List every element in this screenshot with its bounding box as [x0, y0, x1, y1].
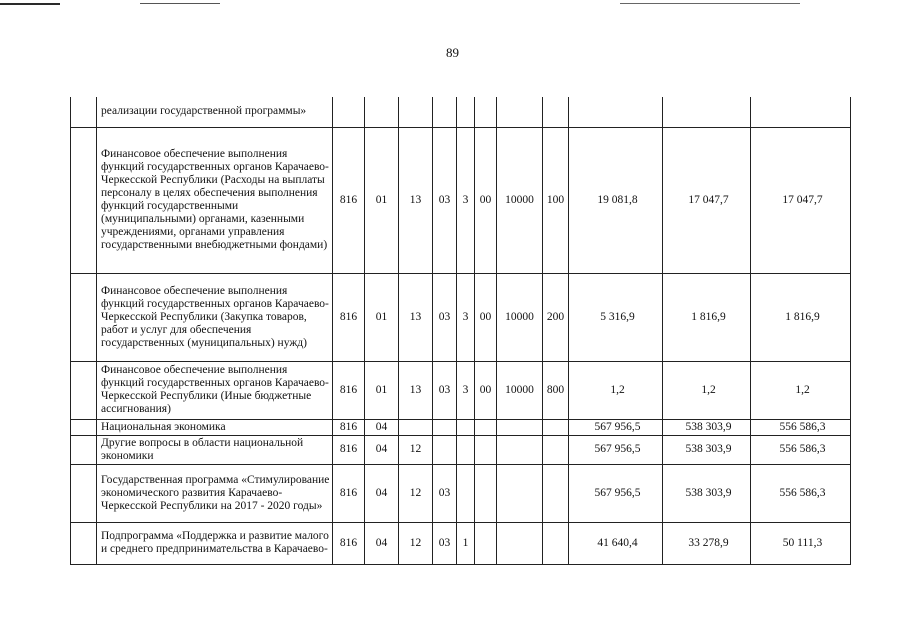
row-number-cell [71, 361, 97, 419]
code-gr-cell: 816 [333, 419, 365, 435]
code-rz-cell: 01 [365, 127, 399, 273]
code-c1-cell: 03 [433, 127, 457, 273]
row-number-cell [71, 522, 97, 564]
table-row [71, 522, 851, 564]
code-c4-cell [497, 419, 543, 435]
sum-year3-cell: 556 586,3 [751, 435, 851, 464]
sum-year2-cell: 1 816,9 [663, 273, 751, 361]
sum-year2-cell: 538 303,9 [663, 435, 751, 464]
scan-top-edge [0, 0, 905, 8]
sum-year2-cell [663, 97, 751, 127]
code-c2-cell [457, 435, 475, 464]
code-c2-cell: 3 [457, 127, 475, 273]
sum-year3-cell: 556 586,3 [751, 464, 851, 522]
code-pr-cell: 13 [399, 361, 433, 419]
code-rz-cell [365, 97, 399, 127]
sum-year2-cell: 538 303,9 [663, 464, 751, 522]
scan-mark [0, 3, 60, 5]
code-pr-cell: 13 [399, 273, 433, 361]
code-c1-cell [433, 435, 457, 464]
scan-mark [140, 3, 220, 4]
code-c3-cell [475, 419, 497, 435]
row-number-cell [71, 97, 97, 127]
table-row [71, 435, 851, 464]
sum-year3-cell: 556 586,3 [751, 419, 851, 435]
code-rz-cell: 01 [365, 273, 399, 361]
code-vr-cell: 100 [543, 127, 569, 273]
sum-year2-cell: 1,2 [663, 361, 751, 419]
code-gr-cell: 816 [333, 273, 365, 361]
code-gr-cell: 816 [333, 361, 365, 419]
code-c1-cell: 03 [433, 361, 457, 419]
row-number-cell [71, 435, 97, 464]
sum-year1-cell: 19 081,8 [569, 127, 663, 273]
code-vr-cell [543, 522, 569, 564]
code-rz-cell: 04 [365, 464, 399, 522]
budget-table [70, 97, 851, 565]
code-c2-cell [457, 419, 475, 435]
code-c3-cell: 00 [475, 127, 497, 273]
code-vr-cell [543, 419, 569, 435]
code-c1-cell [433, 97, 457, 127]
sum-year3-cell: 50 111,3 [751, 522, 851, 564]
code-gr-cell: 816 [333, 127, 365, 273]
code-c2-cell: 3 [457, 273, 475, 361]
row-number-cell [71, 127, 97, 273]
sum-year1-cell: 567 956,5 [569, 435, 663, 464]
sum-year1-cell: 5 316,9 [569, 273, 663, 361]
code-c3-cell [475, 435, 497, 464]
code-c4-cell: 10000 [497, 273, 543, 361]
item-name-cell: Финансовое обеспечение выполнения функций государственных органов Карачаево-Черкесской Республики (Иные бюджетные ассигнования) [97, 361, 333, 419]
sum-year1-cell: 1,2 [569, 361, 663, 419]
code-pr-cell: 12 [399, 522, 433, 564]
code-c4-cell: 10000 [497, 361, 543, 419]
code-vr-cell [543, 464, 569, 522]
code-c4-cell: 10000 [497, 127, 543, 273]
code-c2-cell [457, 464, 475, 522]
code-rz-cell: 04 [365, 522, 399, 564]
sum-year1-cell: 567 956,5 [569, 464, 663, 522]
code-pr-cell: 12 [399, 435, 433, 464]
row-number-cell [71, 419, 97, 435]
sum-year3-cell: 1 816,9 [751, 273, 851, 361]
table-row [71, 273, 851, 361]
item-name-cell: Государственная программа «Стимулирование экономического развития Карачаево-Черкесской Республики на 2017 - 2020 годы» [97, 464, 333, 522]
code-gr-cell: 816 [333, 435, 365, 464]
code-vr-cell: 800 [543, 361, 569, 419]
item-name-cell: реализации государственной программы» [97, 97, 333, 127]
item-name-cell: Подпрограмма «Поддержка и развитие малого и среднего предпринимательства в Карачаево- [97, 522, 333, 564]
sum-year1-cell: 567 956,5 [569, 419, 663, 435]
row-number-cell [71, 273, 97, 361]
sum-year3-cell: 17 047,7 [751, 127, 851, 273]
code-rz-cell: 04 [365, 419, 399, 435]
scan-mark [620, 3, 800, 4]
table-row [71, 464, 851, 522]
code-c1-cell: 03 [433, 522, 457, 564]
row-number-cell [71, 464, 97, 522]
code-pr-cell: 12 [399, 464, 433, 522]
code-c4-cell [497, 435, 543, 464]
table-row [71, 361, 851, 419]
item-name-cell: Другие вопросы в области национальной экономики [97, 435, 333, 464]
code-c1-cell: 03 [433, 273, 457, 361]
page-number: 89 [446, 45, 459, 60]
code-c4-cell [497, 464, 543, 522]
code-c3-cell: 00 [475, 361, 497, 419]
code-pr-cell [399, 97, 433, 127]
sum-year2-cell: 538 303,9 [663, 419, 751, 435]
code-c2-cell: 1 [457, 522, 475, 564]
sum-year3-cell: 1,2 [751, 361, 851, 419]
code-pr-cell [399, 419, 433, 435]
code-gr-cell [333, 97, 365, 127]
code-c4-cell [497, 522, 543, 564]
code-c1-cell: 03 [433, 464, 457, 522]
sum-year2-cell: 33 278,9 [663, 522, 751, 564]
table-row [71, 97, 851, 127]
code-c3-cell [475, 97, 497, 127]
code-rz-cell: 04 [365, 435, 399, 464]
code-pr-cell: 13 [399, 127, 433, 273]
item-name-cell: Финансовое обеспечение выполнения функций государственных органов Карачаево-Черкесской Республики (Расходы на выплаты персоналу в целях обеспечения выполнения функций государственными (муниципальными) органами, казенными учреждениями, органами управления государственными внебюджетными фондами) [97, 127, 333, 273]
sum-year1-cell: 41 640,4 [569, 522, 663, 564]
code-vr-cell: 200 [543, 273, 569, 361]
sum-year2-cell: 17 047,7 [663, 127, 751, 273]
sum-year3-cell [751, 97, 851, 127]
table-row [71, 127, 851, 273]
code-c3-cell [475, 522, 497, 564]
code-rz-cell: 01 [365, 361, 399, 419]
code-c3-cell [475, 464, 497, 522]
code-c2-cell [457, 97, 475, 127]
item-name-cell: Национальная экономика [97, 419, 333, 435]
code-c3-cell: 00 [475, 273, 497, 361]
code-gr-cell: 816 [333, 522, 365, 564]
table-row [71, 419, 851, 435]
sum-year1-cell [569, 97, 663, 127]
item-name-cell: Финансовое обеспечение выполнения функций государственных органов Карачаево-Черкесской Республики (Закупка товаров, работ и услуг для обеспечения государственных (муниципальных) нужд) [97, 273, 333, 361]
code-vr-cell [543, 97, 569, 127]
code-vr-cell [543, 435, 569, 464]
code-gr-cell: 816 [333, 464, 365, 522]
code-c1-cell [433, 419, 457, 435]
code-c2-cell: 3 [457, 361, 475, 419]
code-c4-cell [497, 97, 543, 127]
